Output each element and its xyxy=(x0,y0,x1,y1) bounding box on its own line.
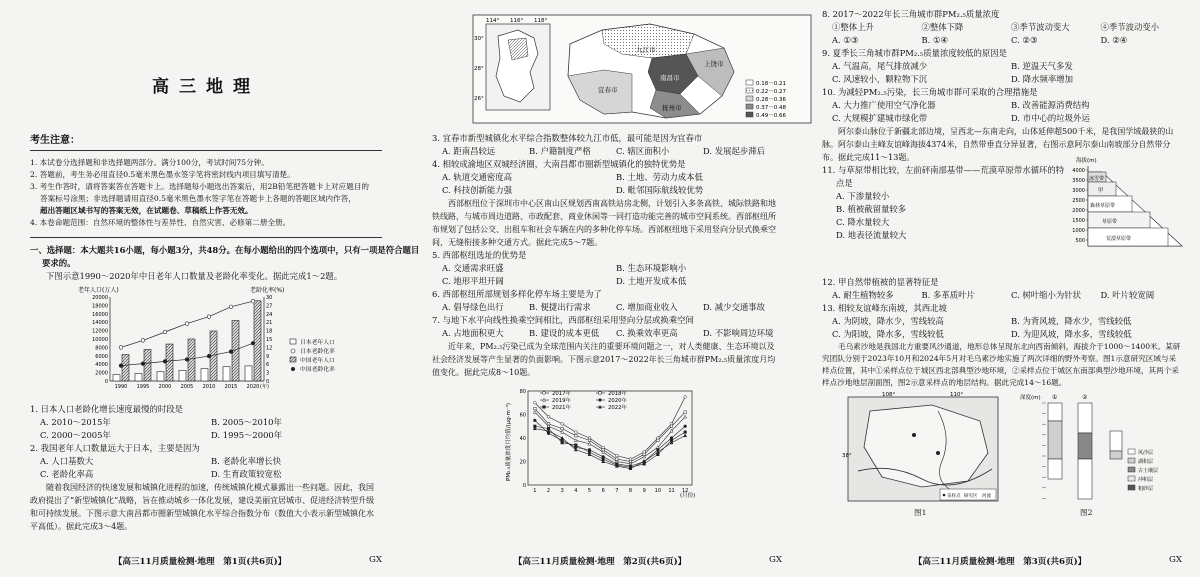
q3-option-c[interactable]: C. 辖区面积小 xyxy=(616,146,670,156)
q6-option-d[interactable]: D. 减少交通事故 xyxy=(703,302,765,312)
y2-tick-label: 3 xyxy=(266,370,270,377)
x-tick-label: 1990 xyxy=(114,384,128,390)
x-tick-label: 2005 xyxy=(180,384,194,390)
series-line xyxy=(535,409,685,462)
series-point xyxy=(163,360,167,364)
series-point xyxy=(615,454,618,457)
legend-label: 2020年 xyxy=(608,398,627,404)
x-axis-label: (月份) xyxy=(680,493,696,499)
y-tick-label: 4000 xyxy=(1072,168,1085,174)
footer-code: GX xyxy=(1169,555,1182,565)
y2-tick-label: 12 xyxy=(266,345,273,352)
question-10: 10. 为减轻PM₂.₅污染，长三角城市群可采取的合理措施是 xyxy=(822,87,1038,97)
q2-option-d[interactable]: D. 生育政策较宽松 xyxy=(211,469,282,479)
legend-marker xyxy=(599,399,602,402)
legend-swatch xyxy=(290,357,296,362)
y-tick-label: 3500 xyxy=(1072,178,1085,184)
y2-tick-label: 30 xyxy=(266,295,273,301)
q11-option-a[interactable]: A. 下渗量较小 xyxy=(836,191,890,201)
y-tick-label: 20 xyxy=(519,459,526,466)
legend-swatch xyxy=(291,367,295,371)
legend-marker xyxy=(599,392,602,395)
x-tick-label: 2000 xyxy=(158,384,172,390)
q7-option-a[interactable]: A. 占地面积更大 xyxy=(442,328,504,338)
series-point xyxy=(141,339,145,343)
series-point xyxy=(547,415,550,418)
x-tick-label: 5 xyxy=(587,488,592,494)
y2-tick-label: 21 xyxy=(266,320,273,327)
legend-label: 0.37～0.48 xyxy=(756,105,786,111)
strat-legend xyxy=(1128,449,1158,492)
q13-option-d[interactable]: D. 为迎风坡，降水多，雪线较低 xyxy=(1011,329,1132,339)
question-12: 12. 甲自然带植被的显著特征是 xyxy=(822,277,939,287)
q7-option-c[interactable]: C. 换乘效率更高 xyxy=(616,328,678,338)
passage: 西部枢纽位于深圳市中心区南山区规划西南高铁站房北侧，计划引入多条高铁、城际铁路和地铁线路，与城市周边道路、市政配套、商业休闲等一同打造功能完善的城市空间系统。西部枢纽所布规划了包括公交、出租车和社会车辆在内的多种化停车场。西部枢纽地下采用竖向分层式换乘空间，无缝衔接多种交通方式。据此完成5～7题。 xyxy=(432,199,776,247)
lat-label: 26° xyxy=(474,96,484,102)
legend-label: 古土壤层 xyxy=(1138,468,1159,474)
lon-label: 108° xyxy=(882,392,896,398)
legend-label: 冲积层 xyxy=(1138,477,1154,483)
q3-option-a[interactable]: A. 距南昌较远 xyxy=(442,146,496,156)
series-point xyxy=(119,364,123,368)
series-point xyxy=(684,425,687,428)
q13-option-b[interactable]: B. 为背风坡，降水少，雪线较低 xyxy=(1011,316,1132,326)
footer-code: GX xyxy=(369,555,382,565)
y-tick-label: 0 xyxy=(522,483,526,489)
question-8: 8. 2017～2022年长三角城市群PM₂.₅质量浓度 xyxy=(822,9,1000,19)
q5-option-d[interactable]: D. 土地开发成本低 xyxy=(616,276,687,286)
q8-item-2: ②整体下降 xyxy=(921,22,964,32)
q6-option-b[interactable]: B. 便捷出行需求 xyxy=(529,302,591,312)
q12-option-a[interactable]: A. 耐生植物较多 xyxy=(832,290,894,300)
series-point xyxy=(229,350,233,354)
sample-point-1 xyxy=(912,433,916,437)
q6-option-c[interactable]: C. 增加商业收入 xyxy=(616,302,678,312)
x-tick-label: 2015 xyxy=(224,384,238,390)
page-2 xyxy=(400,0,800,577)
legend-label: 采样点 xyxy=(947,494,961,499)
zone-label: 甲 xyxy=(1098,188,1104,194)
chart-legend xyxy=(290,338,335,373)
series-point xyxy=(185,322,189,326)
q11-option-c[interactable]: C. 降水量较大 xyxy=(836,217,890,227)
q10-option-d[interactable]: D. 市中心的垃圾外运 xyxy=(1011,113,1090,123)
q4-option-a[interactable]: A. 轨道交通密度高 xyxy=(442,172,512,182)
column-label: ② xyxy=(1082,394,1088,401)
bar-china-population xyxy=(254,301,261,381)
note-4: 4. 本卷命题范围：自然环境的整体性与差异性、自然灾害、必修第二册全册。 xyxy=(30,218,291,227)
question-7: 7. 与地下水平向线性换乘空间相比，西部枢纽采用竖向分层或换乘空间 xyxy=(432,315,694,325)
question-9: 9. 夏季长三角城市群PM₂.₅质量浓度较低的原因是 xyxy=(822,48,1007,58)
zone-label: 森林草原带 xyxy=(1090,203,1116,209)
q4-option-d[interactable]: D. 毗邻国际航线较优势 xyxy=(616,185,704,195)
series-point xyxy=(533,419,536,422)
q2-option-c[interactable]: C. 老龄化率高 xyxy=(40,469,94,479)
legend-label: 0.18～0.21 xyxy=(756,81,786,87)
series-point xyxy=(657,439,660,442)
series-point xyxy=(588,439,591,442)
x-tick-label: 4 xyxy=(574,488,578,494)
q1-option-c[interactable]: C. 2000～2005年 xyxy=(40,430,111,440)
bar-china-population xyxy=(144,350,151,382)
x-tick-label: 10 xyxy=(654,488,662,494)
legend-label: 2021年 xyxy=(552,405,571,411)
legend-marker xyxy=(543,392,546,395)
legend-label: 中国老年人口 xyxy=(300,358,335,364)
altai-zone-chart xyxy=(1060,154,1184,250)
legend-label: 湖积层 xyxy=(1138,459,1154,465)
note-3-emph: 超出答题区域书写的答案无效，在试题卷、草稿纸上作答无效。 xyxy=(40,206,253,215)
x-tick-label: 8 xyxy=(628,488,633,494)
legend-label: 2022年 xyxy=(608,405,627,411)
zone-label: 荒漠草原带 xyxy=(1106,236,1132,242)
footer-text: 【高三11月质量检测·地理 第1页(共6页)】 xyxy=(113,557,287,567)
passage: 毛乌素沙地是我国北方重要风沙通道，地形总体呈现东北向西南倾斜，海拔介于1000～1400米。某研究团队分别于2023年10月和2024年5月对毛乌素沙地实施了两次详细的野外考察。图1示意研究区域与采样点位置，其中①采样点位于城区西北部典型沙地环境，②采样点位于城区东南部典型沙地环境，其两个采样点沙地地层剖面图，图2示意采样点的地层结构。据此完成14～16题。 xyxy=(822,342,1181,387)
bar-china-population xyxy=(122,355,129,381)
y2-tick-label: 24 xyxy=(266,311,273,318)
layer-sand xyxy=(1048,459,1062,479)
legend-label: 日本老龄化率 xyxy=(300,349,335,355)
zone-label: 冰雪带 xyxy=(1089,176,1105,182)
legend-label: 河流 xyxy=(982,494,991,499)
series-point xyxy=(575,434,578,437)
q9-option-a[interactable]: A. 气温高，尾气排放减少 xyxy=(832,61,928,71)
question-5: 5. 西部枢纽选址的优势是 xyxy=(432,250,527,260)
bar-china-population xyxy=(166,344,173,381)
column-label: ① xyxy=(1052,394,1058,401)
elderly-chart xyxy=(78,283,378,393)
q8-item-4: ④季节波动变小 xyxy=(1100,22,1160,32)
q1-option-d[interactable]: D. 1995～2000年 xyxy=(211,430,283,440)
q9-option-b[interactable]: B. 逆温天气多发 xyxy=(1011,61,1073,71)
question-13: 13. 相较友谊峰东南坡，其西北坡 xyxy=(822,303,947,313)
y-tick-label: 1500 xyxy=(1072,218,1085,224)
passage: 随着我国经济的快速发展和城镇化进程的加速，传统城镇化模式暴露出一些问题。因此，我国政府提出了“新型城镇化”战略，旨在推动城乡一体化发展，建设美丽宜居城市、促进经济转型升级和可持续发展。下图示意大南昌都市圈新型城镇化水平综合指数分布（数值大小表示新型城镇化水平高低）。据此完成3～4题。 xyxy=(30,483,375,531)
y-tick-label: 16000 xyxy=(92,311,108,318)
series-point xyxy=(561,427,564,430)
y2-tick-label: 18 xyxy=(266,328,273,335)
q9-option-d[interactable]: D. 降水频率增加 xyxy=(1011,74,1073,84)
q5-option-b[interactable]: B. 生态环境影响小 xyxy=(616,263,687,273)
bar-japan-population xyxy=(245,366,252,381)
bar-japan-population xyxy=(113,375,120,381)
note-3-cont: 答案标号涂黑；非选择题请用直径0.5毫米黑色墨水签字笔在答题卡上各题的答题区域内作答， xyxy=(40,194,356,203)
series-point xyxy=(574,431,577,434)
legend-swatch xyxy=(290,339,296,344)
y-tick-label: 2500 xyxy=(1072,198,1085,204)
legend-label: 2019年 xyxy=(552,398,571,404)
x-tick-label: 3 xyxy=(560,488,564,494)
legend-label: 2018年 xyxy=(608,391,627,397)
figure-2-caption: 图2 xyxy=(1080,508,1093,517)
q13-option-c[interactable]: C. 为阳坡，降水多，雪线较低 xyxy=(832,329,944,339)
y-tick-label: 8000 xyxy=(95,345,108,352)
place-label: 宜春市 xyxy=(598,86,618,94)
x-tick-label: 1995 xyxy=(136,384,150,390)
series-point xyxy=(684,415,687,418)
series-point xyxy=(251,341,255,345)
lon-label: 118° xyxy=(534,18,548,24)
q12-option-d[interactable]: D. 叶片较宽阔 xyxy=(1100,290,1155,300)
bar-japan-population xyxy=(223,367,230,381)
y2-tick-label: 0 xyxy=(266,379,270,385)
x-tick-label: 2010 xyxy=(202,384,216,390)
y-tick-label: 3000 xyxy=(1072,188,1085,194)
place-label: 上饶市 xyxy=(704,60,724,68)
series-point xyxy=(185,358,189,362)
zone-label: 草原带 xyxy=(1102,219,1118,225)
q5-option-a[interactable]: A. 交通需求旺盛 xyxy=(442,263,504,273)
divider xyxy=(30,237,382,238)
notes-list xyxy=(30,157,382,229)
legend-label: 日本老年人口 xyxy=(300,340,335,346)
y-tick-label: 80 xyxy=(519,389,526,395)
series-point xyxy=(684,411,687,414)
stratigraphy-chart xyxy=(1020,391,1170,509)
q8-item-1: ①整体上升 xyxy=(832,22,874,32)
layer-lake xyxy=(1048,421,1062,459)
y-tick-label: 2000 xyxy=(1072,208,1085,214)
question-2: 2. 我国老年人口数量远大于日本，主要是因为 xyxy=(30,443,200,453)
layer-sand xyxy=(1110,431,1122,451)
bar-japan-population xyxy=(179,370,186,381)
q6-option-a[interactable]: A. 倡导绿色出行 xyxy=(442,302,504,312)
page-1 xyxy=(0,0,420,577)
y-tick-label: 0 xyxy=(104,379,108,385)
lon-label: 116° xyxy=(510,18,524,24)
series-point xyxy=(533,411,536,414)
legend-label: 0.49～0.66 xyxy=(756,113,786,119)
layer-sand xyxy=(1078,459,1092,499)
legend-marker xyxy=(543,406,546,409)
q8-option-d[interactable]: D. ②④ xyxy=(1100,35,1128,45)
y-tick-label: 20000 xyxy=(92,295,108,301)
q8-option-b[interactable]: B. ①④ xyxy=(921,35,948,45)
series-line xyxy=(535,429,685,469)
footer-code: GX xyxy=(769,555,782,565)
series-point xyxy=(251,299,255,303)
q12-option-b[interactable]: B. 多革质叶片 xyxy=(921,290,975,300)
y-axis-label: 深度(m) xyxy=(1020,395,1041,401)
y-tick-label: 2000 xyxy=(95,370,108,377)
series-point xyxy=(119,346,123,350)
y-tick-label: 12000 xyxy=(92,328,108,335)
section-heading: 一、选择题：本大题共16小题，每小题3分，共48分。在每小题给出的四个选项中，只有一项是符合题目 xyxy=(30,245,420,255)
x-tick-label: 12 xyxy=(681,488,689,494)
x-axis-label: (年) xyxy=(260,384,269,390)
left-axis-unit: 老年人口(万人) xyxy=(78,287,119,294)
q1-option-b[interactable]: B. 2005～2010年 xyxy=(211,417,282,427)
series-point xyxy=(163,330,167,334)
pm-legend xyxy=(552,389,627,411)
legend-label: 风沙层 xyxy=(1138,450,1154,456)
series-point xyxy=(533,401,536,404)
q10-option-b[interactable]: B. 改善能源消费结构 xyxy=(1011,100,1090,110)
question-3: 3. 宜春市新型城镇化水平综合指数整体较九江市低，最可能是因为宜春市 xyxy=(432,133,703,143)
passage: 近年来，PM₂.₅污染已成为全球范围内关注的重要环境问题之一，对人类健康、生态环境以及社会经济发展等产生显著的负面影响。下图示意2017～2022年长三角城市群PM₂.₅质量浓度月均值变化。据此完成8～10题。 xyxy=(432,342,776,377)
series-point xyxy=(207,354,211,358)
question-4: 4. 相较成渝地区双城经济圈，大南昌都市圈新型城镇化的独特优势是 xyxy=(432,159,686,169)
y2-tick-label: 15 xyxy=(266,337,273,343)
q8-option-c[interactable]: C. ②③ xyxy=(1011,35,1038,45)
y-tick-label: 14000 xyxy=(92,320,108,327)
page-3 xyxy=(800,0,1200,577)
bar-japan-population xyxy=(135,373,142,381)
q3-option-d[interactable]: D. 发展起步滞后 xyxy=(703,146,765,156)
layer-paleosol xyxy=(1078,433,1092,459)
passage: 阿尔泰山脉位于新疆北部边境，呈西北—东南走向，山体延伸超500千米，是我国学域最狭的山脉。阿尔泰山主峰友谊峰海拔4374米，自然带垂直分异显著，右图示意阿尔泰山南坡部分自然带分布。据此完成11～13题。 xyxy=(822,127,1174,162)
bar-japan-population xyxy=(201,369,208,381)
y-tick-label: 60 xyxy=(519,412,526,419)
q2-option-a[interactable]: A. 人口基数大 xyxy=(40,456,94,466)
bar-china-population xyxy=(188,339,195,381)
series-point xyxy=(561,436,564,439)
place-label: 抚州市 xyxy=(662,104,682,112)
series-point xyxy=(684,434,687,437)
q8-option-a[interactable]: A. ①③ xyxy=(832,35,859,45)
lon-label: 110° xyxy=(950,392,964,398)
series-point xyxy=(534,407,537,410)
y2-tick-label: 9 xyxy=(266,353,270,360)
footer-text: 【高三11月质量检测·地理 第3页(共6页)】 xyxy=(913,557,1087,567)
layer-lake xyxy=(1110,451,1122,459)
q4-option-b[interactable]: B. 土地、劳动力成本低 xyxy=(616,172,703,182)
series-point xyxy=(684,395,687,398)
q11-option-b[interactable]: B. 植被截留量较多 xyxy=(836,204,907,214)
right-axis-unit: 老龄化率(%) xyxy=(250,287,285,294)
q13-option-a[interactable]: A. 为阴坡，降水少，雪线较高 xyxy=(832,316,944,326)
question-1: 1. 日本人口老龄化增长速度最慢的时段是 xyxy=(30,404,184,414)
zone-band xyxy=(1088,212,1150,228)
note-1: 1. 本试卷分选择题和非选择题两部分。满分100分，考试时间75分钟。 xyxy=(30,158,269,167)
lat-label: 30° xyxy=(474,36,484,42)
x-tick-label: 6 xyxy=(601,488,605,494)
legend-label: 粗砂层 xyxy=(1138,486,1154,492)
q5-option-c[interactable]: C. 地形平坦开阔 xyxy=(442,276,504,286)
q7-option-b[interactable]: B. 建设的成本更低 xyxy=(529,328,600,338)
question-6: 6. 西部枢纽所部规划多样化停车场主要是为了 xyxy=(432,289,602,299)
bar-japan-population xyxy=(157,372,164,381)
series-point xyxy=(229,305,233,309)
y2-tick-label: 6 xyxy=(266,362,270,369)
note-2: 2. 答题前，考生务必用直径0.5毫米黑色墨水签字笔将密封线内项目填写清楚。 xyxy=(30,170,295,179)
y-tick-label: 6000 xyxy=(95,353,108,360)
notes-heading: 考生注意： xyxy=(30,135,80,146)
section-heading-cont: 要求的。 xyxy=(42,258,76,268)
legend-label: 0.28～0.36 xyxy=(756,97,786,103)
chart-intro: 下图示意1990～2020年中日老年人口数量及老龄化率变化。据此完成1～2题。 xyxy=(46,271,343,281)
q11-option-d[interactable]: D. 地表径流量较大 xyxy=(836,230,907,240)
y-tick-label: 4000 xyxy=(95,362,108,369)
figure-1-caption: 图1 xyxy=(914,508,927,517)
x-tick-label: 2 xyxy=(546,488,551,494)
q4-option-c[interactable]: C. 科技创新能力强 xyxy=(442,185,513,195)
q2-option-b[interactable]: B. 老龄化率增长快 xyxy=(211,456,282,466)
layer-sand xyxy=(1078,403,1092,433)
y-tick-label: 10000 xyxy=(92,337,108,343)
x-tick-label: 11 xyxy=(668,488,675,494)
legend-label: 中国老龄化率 xyxy=(300,367,335,373)
x-tick-label: 2020 xyxy=(246,384,260,390)
question-11-cont: 点是 xyxy=(836,178,853,188)
lat-label: 38° xyxy=(842,453,852,459)
legend-label: 研究区 xyxy=(964,494,978,499)
series-point xyxy=(670,425,673,428)
study-area xyxy=(864,405,988,487)
place-label: 南昌市 xyxy=(660,74,680,82)
series-point xyxy=(574,439,577,442)
legend-label: 0.22～0.27 xyxy=(756,89,786,95)
y-tick-label: 18000 xyxy=(92,303,108,310)
series-point xyxy=(207,315,211,319)
series-point xyxy=(575,444,578,447)
lon-label: 114° xyxy=(486,18,500,24)
lat-label: 28° xyxy=(474,66,484,72)
series-point xyxy=(141,362,145,366)
q10-option-a[interactable]: A. 大力推广使用空气净化器 xyxy=(832,100,936,110)
place-label: 九江市 xyxy=(636,46,656,54)
series-point xyxy=(684,431,687,434)
y-tick-label: 1000 xyxy=(1072,228,1085,234)
x-tick-label: 1 xyxy=(533,488,537,494)
series-line xyxy=(535,426,685,467)
q12-option-c[interactable]: C. 树叶缩小为针状 xyxy=(1011,290,1082,300)
question-11: 11. 与草原带相比较，左前砰南部基带——荒漠草原带水循环的特 xyxy=(822,165,1065,175)
q10-option-c[interactable]: C. 大规模扩建城市绿化带 xyxy=(832,113,928,123)
q9-option-c[interactable]: C. 风速较小，颗粒物下沉 xyxy=(832,74,928,84)
series-point xyxy=(561,423,564,426)
series-point xyxy=(561,441,564,444)
q1-option-a[interactable]: A. 2010～2015年 xyxy=(40,417,111,427)
y-tick-label: 500 xyxy=(1075,238,1085,244)
pm25-chart xyxy=(504,381,704,499)
mu-us-map xyxy=(842,391,1000,509)
x-tick-label: 7 xyxy=(615,488,619,494)
x-tick-label: 9 xyxy=(642,488,646,494)
y-axis-label: PM₂.₅质量浓度月均值/(μg·m⁻³) xyxy=(506,402,512,481)
paper-title: 高三地理 xyxy=(152,77,260,97)
y-axis-label: 海拔(m) xyxy=(1076,158,1097,164)
q7-option-d[interactable]: D. 不影响周边环境 xyxy=(703,328,774,338)
note-3: 3. 考生作答时，请将答案答在答题卡上。选择题每小题选出答案后，用2B铅笔把答题卡上对应题目的 xyxy=(30,182,370,191)
layer-sand xyxy=(1048,403,1062,421)
footer-text: 【高三11月质量检测·地理 第2页(共6页)】 xyxy=(513,557,687,567)
legend-label: 2017年 xyxy=(552,391,571,397)
y2-tick-label: 27 xyxy=(266,303,273,310)
q8-item-3: ③季节波动变大 xyxy=(1011,22,1070,32)
nanchang-map xyxy=(472,14,812,124)
sample-point-2 xyxy=(936,451,940,455)
legend-swatch xyxy=(291,349,295,353)
y-tick-label: 40 xyxy=(519,436,526,442)
q3-option-b[interactable]: B. 户籍制度严格 xyxy=(529,146,591,156)
divider xyxy=(30,150,382,151)
